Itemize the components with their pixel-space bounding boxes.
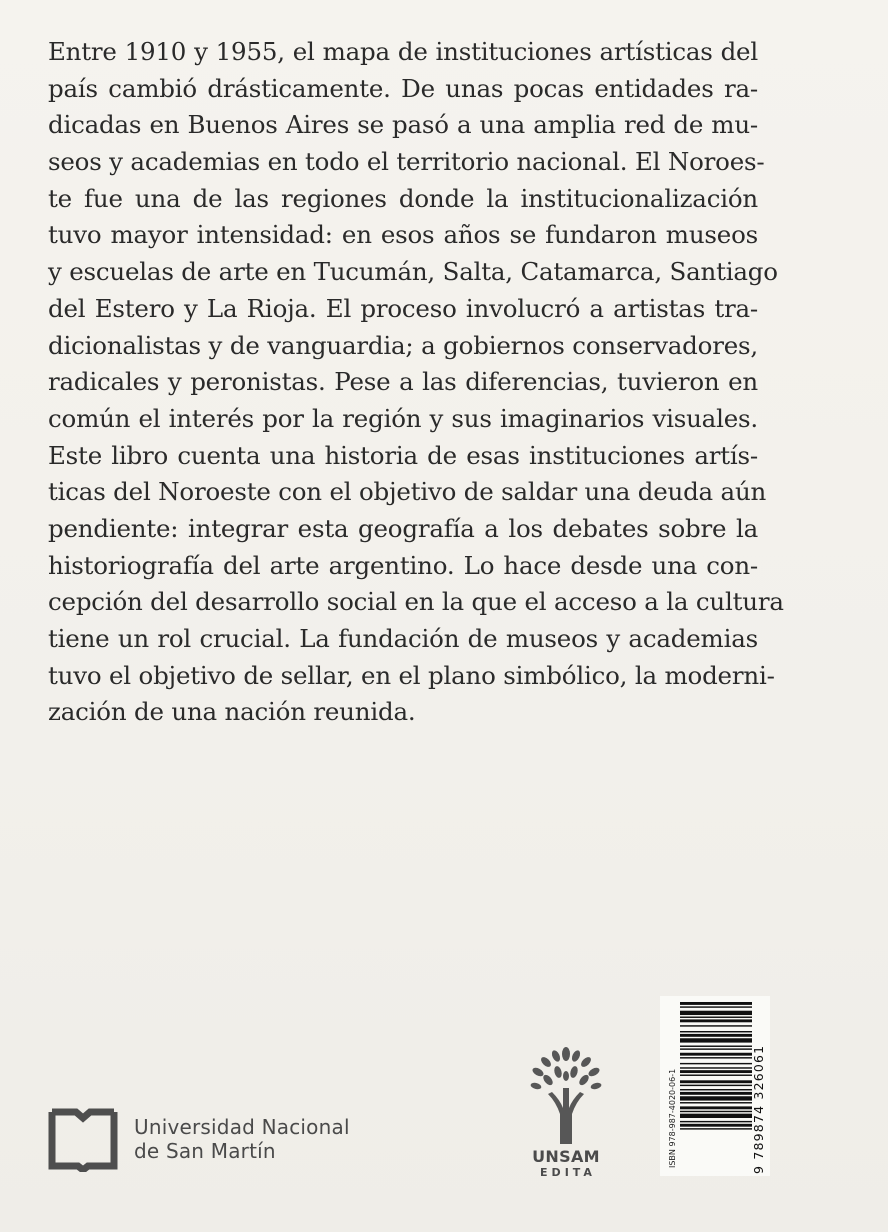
barcode-bar (680, 1114, 752, 1118)
barcode-bar (680, 1046, 752, 1047)
barcode-bar (680, 1089, 752, 1090)
barcode-bar (680, 1111, 752, 1112)
barcode-bar (680, 1011, 752, 1015)
blurb-line: del Estero y La Rioja. El proceso involucró a artistas tra- (48, 293, 758, 323)
tree-icon (528, 1044, 604, 1144)
barcode-bar (680, 1102, 752, 1103)
barcode-bar (680, 1019, 752, 1022)
blurb-line: tiene un rol crucial. La fundación de museos y academias (48, 624, 758, 653)
publisher-name: UNSAM (532, 1147, 600, 1166)
blurb-line: historiografía del arte argentino. Lo hace desde una con- (48, 550, 758, 580)
barcode-graphic (660, 996, 770, 1176)
blurb-line: común el interés por la región y sus imaginarios visuales. (48, 403, 758, 433)
open-book-icon (48, 1106, 118, 1172)
blurb-line: ticas del Noroeste con el objetivo de saldar una deuda aún (48, 477, 767, 507)
blurb-line: radicales y peronistas. Pese a las diferencias, tuvieron en (48, 367, 758, 397)
barcode-bar (680, 1096, 752, 1100)
blurb-line: país cambió drásticamente. De unas pocas entidades ra- (48, 73, 758, 103)
barcode-bar (680, 1092, 752, 1095)
blurb-line: Este libro cuenta una historia de esas instituciones artís- (48, 440, 758, 470)
barcode-bar (680, 1025, 752, 1026)
barcode-bar (680, 1038, 752, 1042)
publisher-logo (526, 1044, 606, 1180)
barcode-bar (680, 1017, 752, 1018)
blurb-line: te fue una de las regiones donde la institucionalización (48, 183, 758, 213)
university-name-line1: Universidad Nacional (134, 1115, 350, 1139)
barcode-bar (680, 1002, 752, 1005)
barcode-bar (680, 1057, 752, 1058)
blurb-line: tuvo mayor intensidad: en esos años se fundaron museos (48, 220, 758, 250)
back-cover-blurb (48, 34, 784, 731)
barcode-bar (680, 1034, 752, 1037)
publisher-subtitle: EDITA (540, 1166, 596, 1179)
blurb-line: Entre 1910 y 1955, el mapa de instituciones artísticas del (48, 37, 758, 66)
university-name-line2: de San Martín (134, 1139, 276, 1163)
barcode-bar (680, 1063, 752, 1064)
blurb-line: y escuelas de arte en Tucumán, Salta, Catamarca, Santiago (48, 257, 778, 287)
barcode-bar (680, 1080, 752, 1083)
barcode-bar (680, 1053, 752, 1056)
blurb-line: seos y academias en todo el territorio nacional. El Noroes- (48, 147, 765, 177)
blurb-line: zación de una nación reunida. (48, 697, 416, 727)
barcode-bar (680, 1121, 752, 1122)
barcode-bar (680, 1106, 752, 1109)
barcode-bar (680, 1048, 752, 1049)
isbn-text: ISBN 978-987-4020-06-1 (668, 1068, 677, 1168)
blurb-line: dicionalistas y de vanguardia; a gobiernos conservadores, (48, 330, 758, 360)
barcode-digits: 9 789874 326061 (751, 1044, 766, 1174)
barcode-bar (680, 1070, 752, 1073)
blurb-line: pendiente: integrar esta geografía a los debates sobre la (48, 513, 758, 543)
barcode-bar (680, 1067, 752, 1068)
barcode-bar (680, 1031, 752, 1032)
blurb-line: cepción del desarrollo social en la que el acceso a la cultura (48, 587, 784, 617)
barcode-bar (680, 1124, 752, 1127)
university-name (134, 1115, 350, 1163)
blurb-line: tuvo el objetivo de sellar, en el plano simbólico, la moderni- (48, 660, 775, 690)
barcode-bar (680, 1085, 752, 1086)
isbn-barcode (660, 996, 770, 1176)
barcode-bar (680, 1128, 752, 1129)
barcode-bar (680, 1075, 752, 1076)
university-logo (48, 1104, 350, 1174)
barcode-bar (680, 1006, 752, 1007)
blurb-line: dicadas en Buenos Aires se pasó a una amplia red de mu- (48, 110, 758, 140)
